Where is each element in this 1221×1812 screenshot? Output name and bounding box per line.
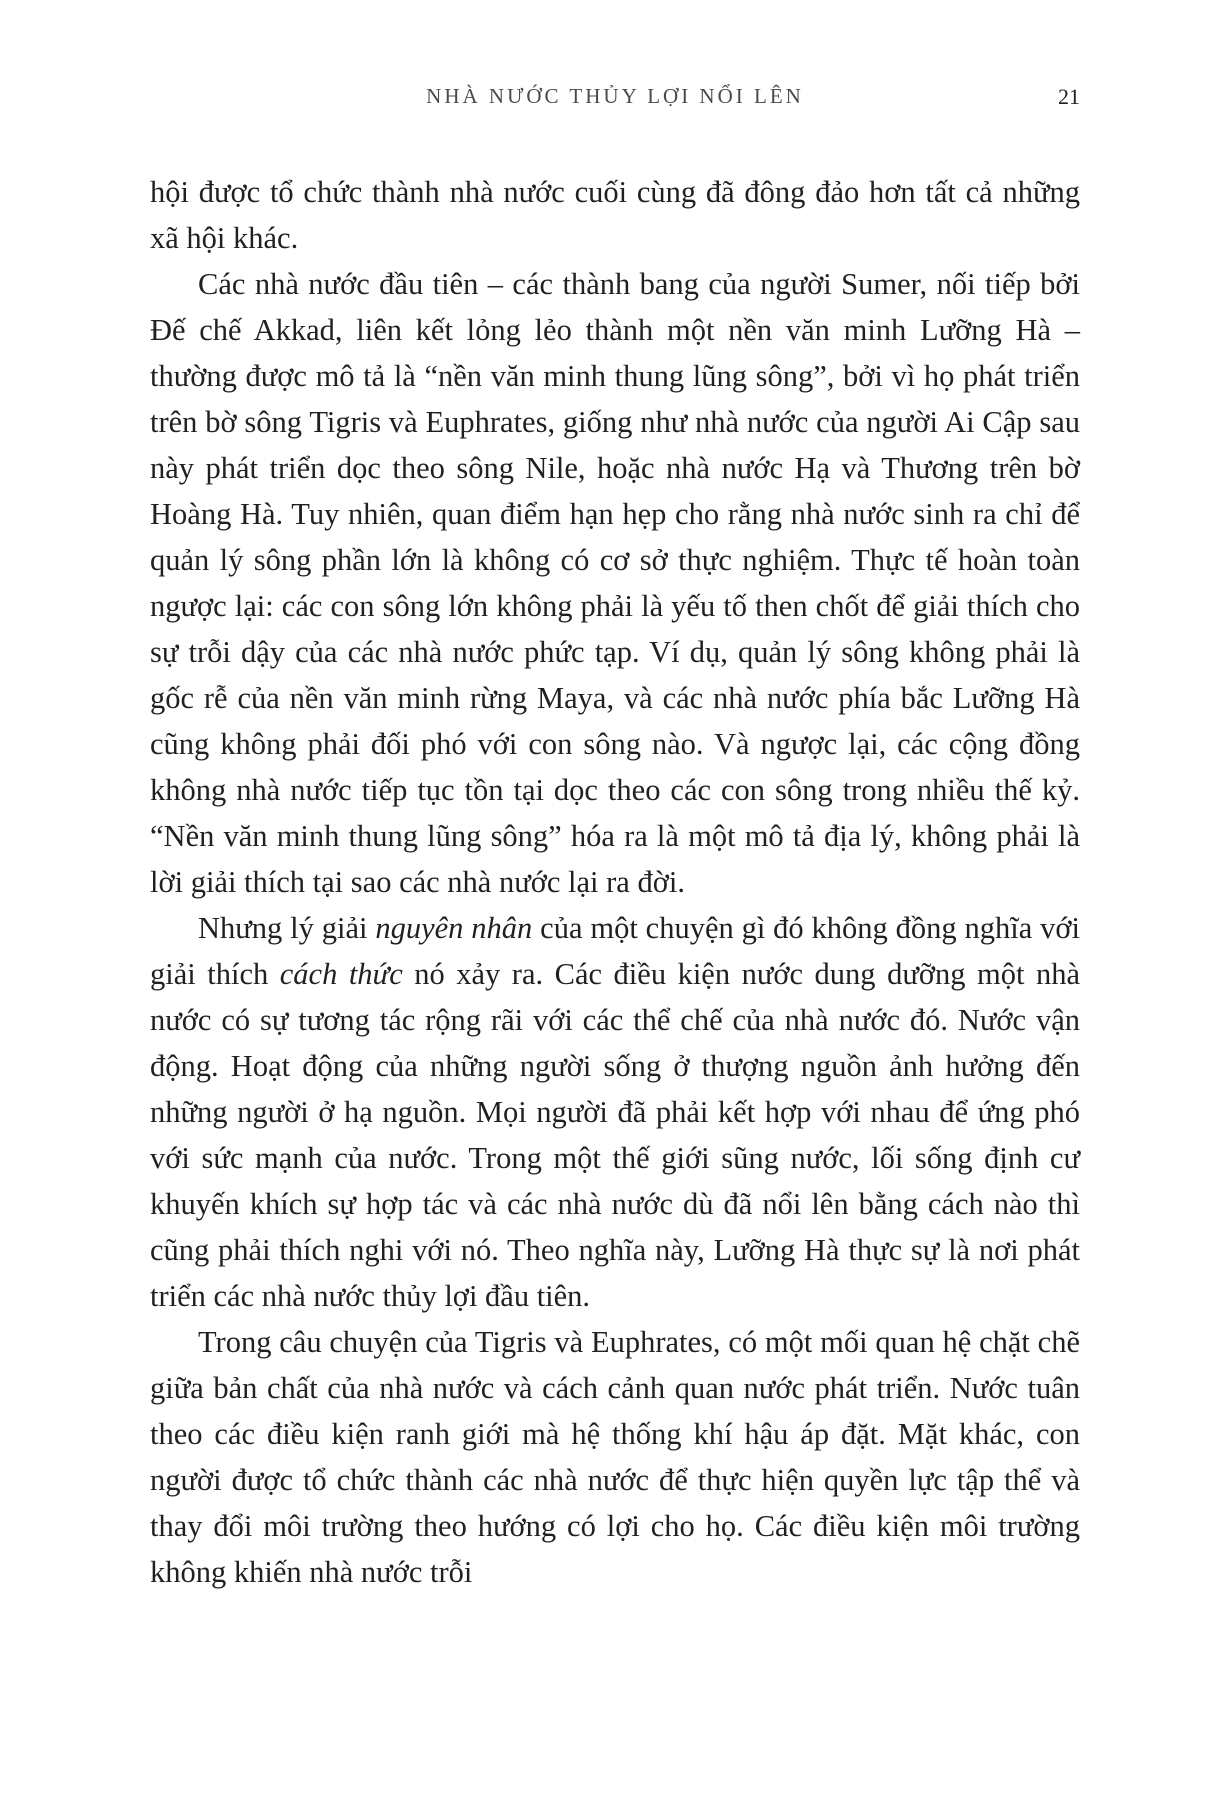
paragraph: Các nhà nước đầu tiên – các thành bang của người Sumer, nối tiếp bởi Đế chế Akkad, liên kết lỏng lẻo thành một nền văn minh Lưỡng Hà – thường được mô tả là “nền văn minh thung lũng sông”, bởi vì họ phát triển trên bờ sông Tigris và Euphrates, giống như nhà nước của người Ai Cập sau này phát triển dọc theo sông Nile, hoặc nhà nước Hạ và Thương trên bờ Hoàng Hà. Tuy nhiên, quan điểm hạn hẹp cho rằng nhà nước sinh ra chỉ để quản lý sông phần lớn là không có cơ sở thực nghiệm. Thực tế hoàn toàn ngược lại: các con sông lớn không phải là yếu tố then chốt để giải thích cho sự trỗi dậy của các nhà nước phức tạp. Ví dụ, quản lý sông không phải là gốc rễ của nền văn minh rừng Maya, và các nhà nước phía bắc Lưỡng Hà cũng không phải đối phó với con sông nào. Và ngược lại, các cộng đồng không nhà nước tiếp tục tồn tại dọc theo các con sông trong nhiều thế kỷ. “Nền văn minh thung lũng sông” hóa ra là một mô tả địa lý, không phải là lời giải thích tại sao các nhà nước lại ra đời. <box>150 267 1080 899</box>
italic-term: cách thức <box>279 957 403 991</box>
italic-term: nguyên nhân <box>375 911 533 945</box>
text-run: nó xảy ra. Các điều kiện nước dung dưỡng một nhà nước có sự tương tác rộng rãi với các thể chế của nhà nước đó. Nước vận động. Hoạt động của những người sống ở thượng nguồn ảnh hưởng đến những người ở hạ nguồn. Mọi người đã phải kết hợp với nhau để ứng phó với sức mạnh của nước. Trong một thế giới sũng nước, lối sống định cư khuyến khích sự hợp tác và các nhà nước dù đã nổi lên bằng cách nào thì cũng phải thích nghi với nó. Theo nghĩa này, Lưỡng Hà thực sự là nơi phát triển các nhà nước thủy lợi đầu tiên. <box>150 957 1080 1313</box>
running-header <box>150 84 1080 124</box>
page-number: 21 <box>1058 84 1080 109</box>
running-title: NHÀ NƯỚC THỦY LỢI NỔI LÊN <box>426 84 804 108</box>
paragraph-continued: hội được tổ chức thành nhà nước cuối cùng đã đông đảo hơn tất cả những xã hội khác. <box>150 175 1080 255</box>
paragraph <box>150 905 1080 1319</box>
text-run: của một chuyện gì đó không đồng nghĩa với giải thích <box>150 911 1080 991</box>
paragraph: Trong câu chuyện của Tigris và Euphrates, có một mối quan hệ chặt chẽ giữa bản chất của nhà nước và cách cảnh quan nước phát triển. Nước tuân theo các điều kiện ranh giới mà hệ thống khí hậu áp đặt. Mặt khác, con người được tổ chức thành các nhà nước để thực hiện quyền lực tập thể và thay đổi môi trường theo hướng có lợi cho họ. Các điều kiện môi trường không khiến nhà nước trỗi <box>150 1325 1080 1589</box>
body-text <box>150 169 1080 1595</box>
text-run: Nhưng lý giải <box>198 911 376 945</box>
